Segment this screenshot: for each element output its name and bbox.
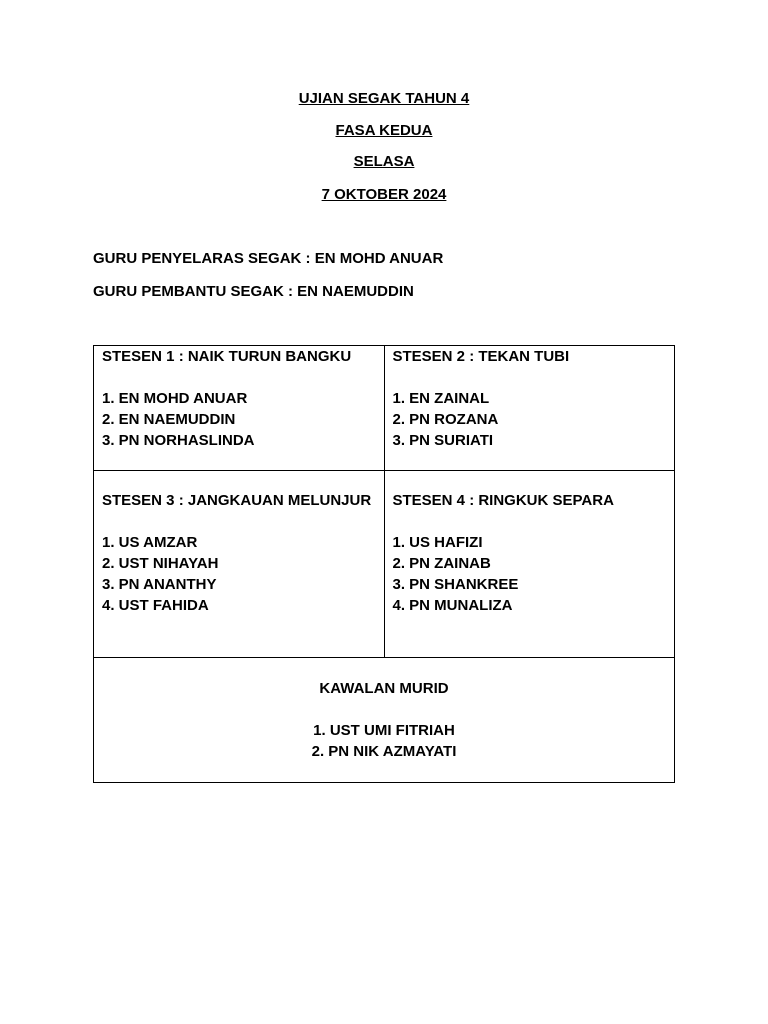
- station-title: STESEN 3 : JANGKAUAN MELUNJUR: [102, 492, 372, 509]
- list-item: 3. PN NORHASLINDA: [102, 432, 255, 449]
- list-item: 1. US HAFIZI: [392, 534, 483, 551]
- document-phase: FASA KEDUA: [335, 122, 433, 139]
- station-cell-3: [94, 471, 385, 658]
- document-day: SELASA: [353, 153, 415, 170]
- document-title: UJIAN SEGAK TAHUN 4: [298, 90, 470, 107]
- list-item: 1. EN ZAINAL: [392, 390, 490, 407]
- list-item: 4. UST FAHIDA: [102, 597, 209, 614]
- kawalan-cell: [94, 658, 675, 783]
- list-item: 3. PN SURIATI: [392, 432, 494, 449]
- station-cell-4: [384, 471, 675, 658]
- station-title: STESEN 2 : TEKAN TUBI: [392, 348, 570, 365]
- station-member-list: [102, 388, 376, 451]
- station-cell-1: [94, 346, 385, 471]
- station-title: STESEN 4 : RINGKUK SEPARA: [392, 492, 614, 509]
- station-member-list: [102, 532, 376, 616]
- kawalan-title: KAWALAN MURID: [319, 680, 449, 697]
- list-item: 2. PN NIK AZMAYATI: [311, 743, 457, 760]
- kawalan-member-list: [102, 720, 666, 762]
- list-item: 2. PN ROZANA: [392, 411, 499, 428]
- list-item: 1. EN MOHD ANUAR: [102, 390, 248, 407]
- table-row: [94, 658, 675, 783]
- station-title: STESEN 1 : NAIK TURUN BANGKU: [102, 348, 352, 365]
- list-item: 1. UST UMI FITRIAH: [313, 722, 455, 739]
- guru-penyelaras: GURU PENYELARAS SEGAK : EN MOHD ANUAR: [93, 250, 444, 267]
- document-date: 7 OKTOBER 2024: [321, 186, 447, 203]
- list-item: 3. PN ANANTHY: [102, 576, 217, 593]
- list-item: 3. PN SHANKREE: [392, 576, 519, 593]
- station-member-list: [393, 532, 667, 616]
- station-cell-2: [384, 346, 675, 471]
- station-member-list: [393, 388, 667, 451]
- list-item: 4. PN MUNALIZA: [392, 597, 513, 614]
- list-item: 2. EN NAEMUDDIN: [102, 411, 236, 428]
- guru-pembantu: GURU PEMBANTU SEGAK : EN NAEMUDDIN: [93, 283, 414, 300]
- station-table: [93, 345, 675, 783]
- table-row: [94, 346, 675, 471]
- list-item: 1. US AMZAR: [102, 534, 198, 551]
- list-item: 2. UST NIHAYAH: [102, 555, 219, 572]
- table-row: [94, 471, 675, 658]
- list-item: 2. PN ZAINAB: [392, 555, 491, 572]
